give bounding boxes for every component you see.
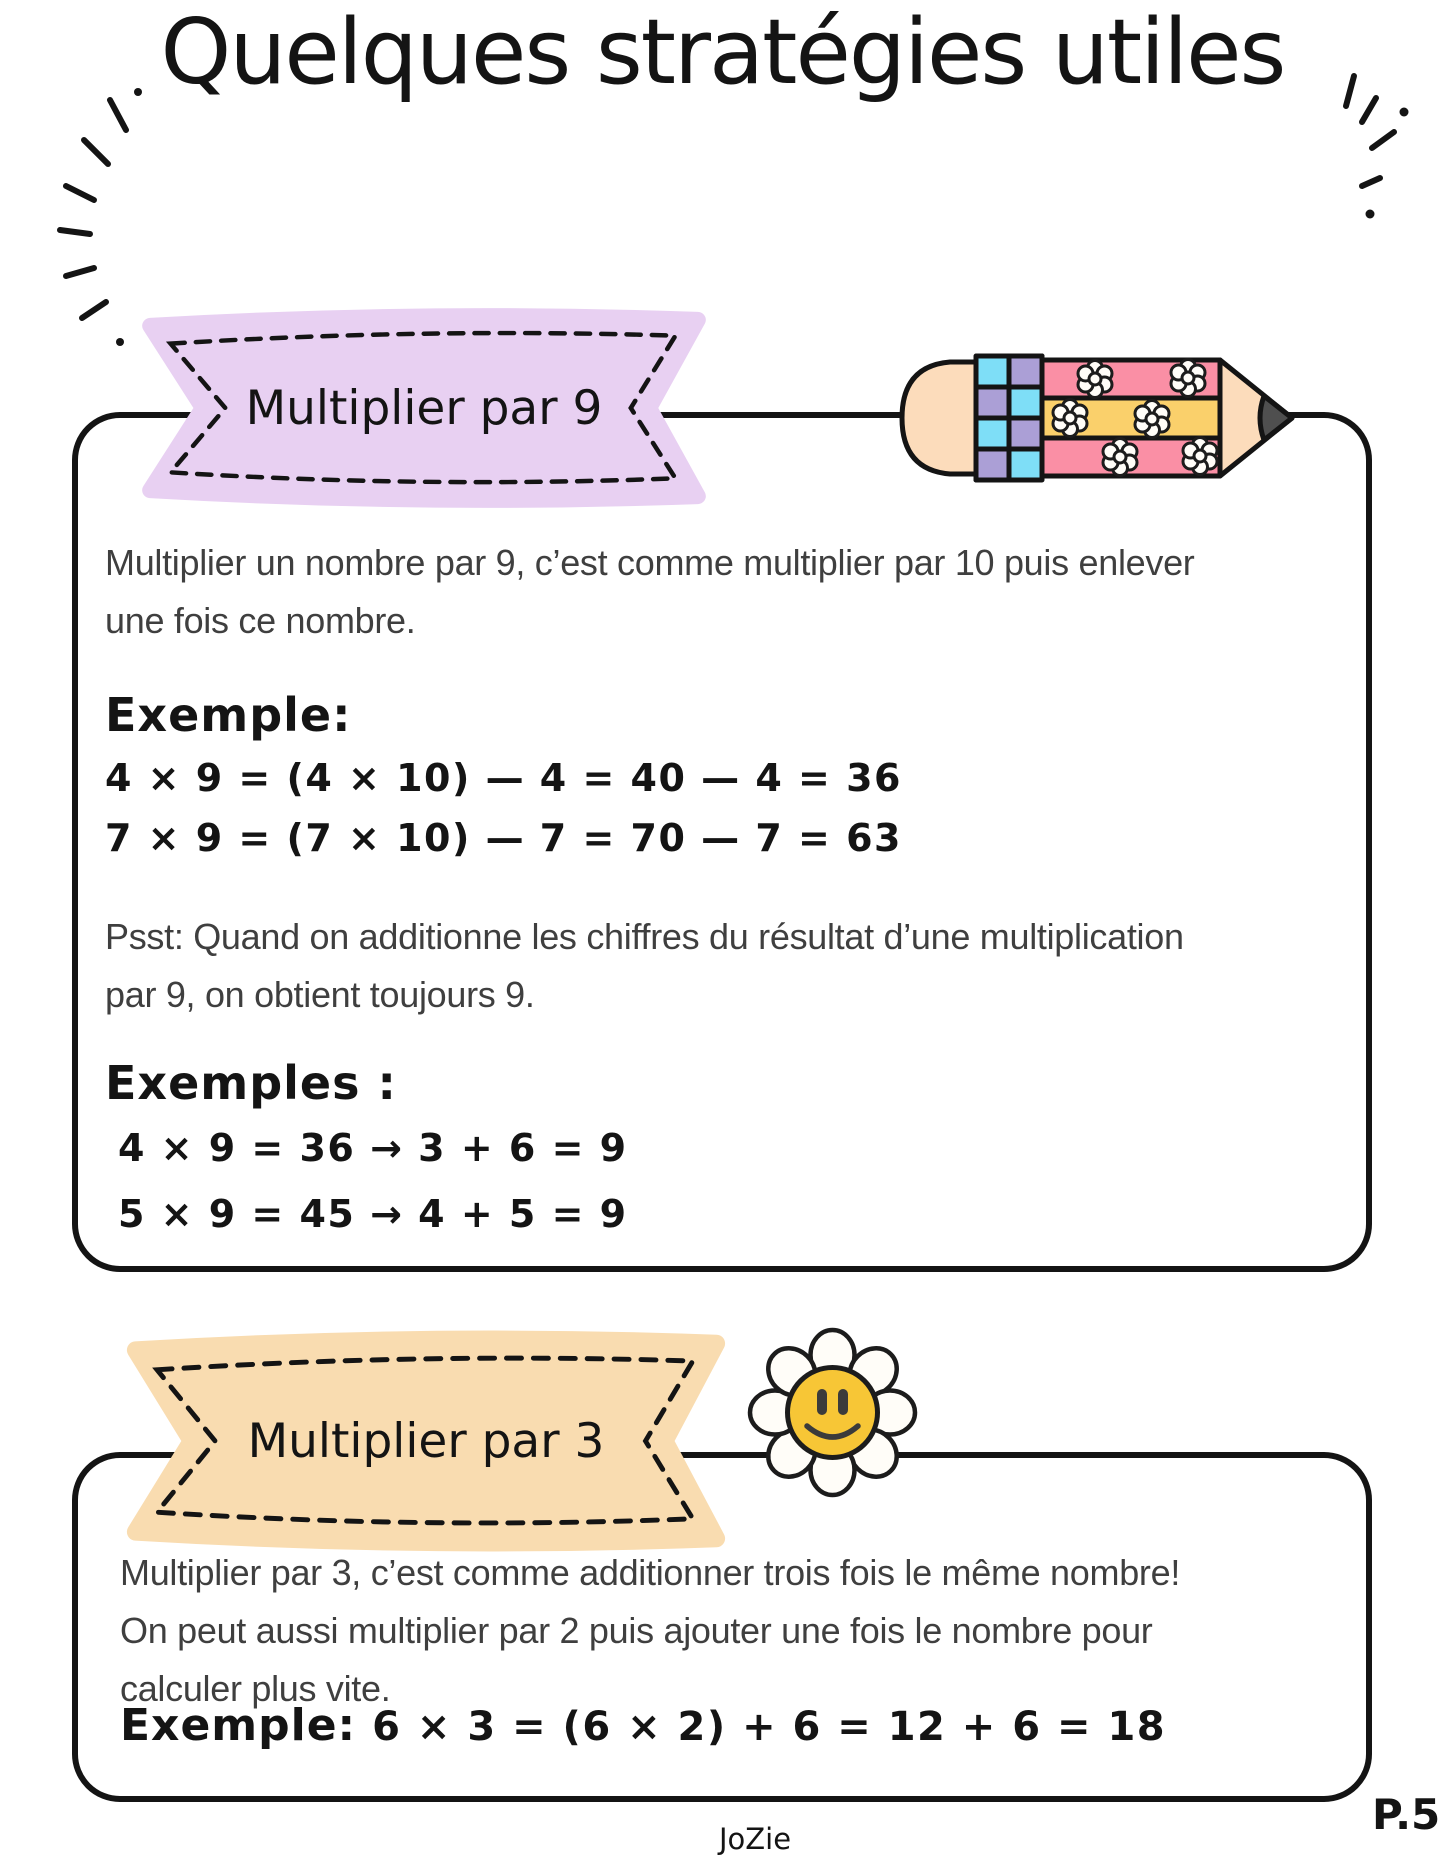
examples-label: Exemples : (105, 1056, 397, 1110)
digit-sum-equation: 4 × 9 = 36 → 3 + 6 = 9 (118, 1126, 628, 1170)
intro-line: Multiplier un nombre par 9, c’est comme multiplier par 10 puis enlever (105, 542, 1195, 583)
equation-line: 4 × 9 = (4 × 10) — 4 = 40 — 4 = 36 (105, 756, 902, 800)
tip-line: Psst: Quand on additionne les chiffres du résultat d’une multiplication (105, 916, 1184, 957)
example-label: Exemple: (105, 688, 352, 742)
banner-label: Multiplier par 3 (247, 1413, 605, 1469)
tip-line: par 9, on obtient toujours 9. (105, 974, 535, 1015)
intro-line: Multiplier par 3, c’est comme additionner trois fois le même nombre! (120, 1552, 1181, 1593)
pencil-icon (890, 342, 1305, 494)
equation-line: 7 × 9 = (7 × 10) — 7 = 70 — 7 = 63 (105, 816, 902, 860)
example-row (120, 1700, 1166, 1751)
intro-line: calculer plus vite. (120, 1668, 391, 1709)
intro-line: une fois ce nombre. (105, 600, 416, 641)
footer-author: JoZie (718, 1822, 792, 1856)
banner-multiply-by-9 (130, 304, 718, 512)
example-label: Exemple: (120, 1700, 357, 1751)
example-equation: 6 × 3 = (6 × 2) + 6 = 12 + 6 = 18 (372, 1704, 1167, 1750)
banner-multiply-by-3 (114, 1326, 738, 1556)
digit-sum-equation: 5 × 9 = 45 → 4 + 5 = 9 (118, 1192, 628, 1236)
page-title: Quelques stratégies utiles (160, 0, 1285, 105)
banner-label: Multiplier par 9 (245, 380, 603, 436)
footer-page-number: P.5 (1372, 1790, 1441, 1839)
daisy-smiley-icon (745, 1325, 920, 1500)
intro-line: On peut aussi multiplier par 2 puis ajouter une fois le nombre pour (120, 1610, 1153, 1651)
